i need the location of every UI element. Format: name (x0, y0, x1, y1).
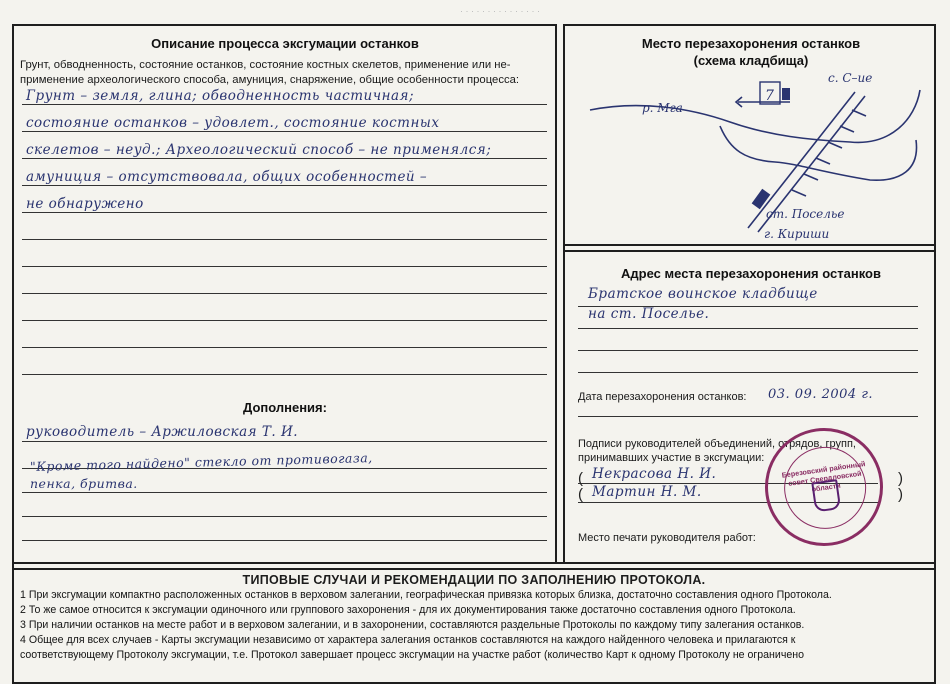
form-line (22, 104, 547, 105)
recommendation-item-4: 4 Общее для всех случаев - Карты эксгумации независимо от характера залегания останков составляются на каждого найденного человека и прилагаются к (20, 634, 796, 646)
stamp-emblem-icon (811, 479, 841, 512)
cemetery-scheme-subtitle: (схема кладбища) (693, 53, 809, 68)
form-line (22, 212, 547, 213)
additions-title: Дополнения: (243, 400, 327, 415)
form-line (578, 372, 918, 373)
form-line (22, 441, 547, 442)
stamp-text: Березовский районный совет Свердловской области (781, 459, 866, 494)
map-label-kirishi: г. Кириши (764, 227, 830, 241)
signature-bracket-close: ) (898, 470, 903, 487)
additions-line-1: руководитель – Аржиловская Т. И. (26, 424, 299, 440)
bleed-through-text: · · · · · · · · · · · · · · · (460, 6, 540, 16)
form-line (578, 328, 918, 329)
handwritten-line-1: Грунт – земля, глина; обводненность частичная; (26, 88, 415, 104)
additions-line-2: "Кроме того найдено" стекло от противогаза, (29, 450, 373, 474)
map-label-station-s: с. С–ие (828, 71, 873, 85)
form-line (22, 347, 547, 348)
reburial-date-value: 03. 09. 2004 г. (768, 387, 874, 402)
recommendations-title: ТИПОВЫЕ СЛУЧАИ И РЕКОМЕНДАЦИИ ПО ЗАПОЛНЕНИЮ ПРОТОКОЛА. (242, 573, 706, 587)
handwritten-line-4: амуниция – отсутствовала, общих особенностей – (26, 169, 428, 185)
cemetery-scheme-map (570, 70, 932, 242)
seal-place-label: Место печати руководителя работ: (578, 532, 756, 544)
handwritten-line-5: не обнаружено (26, 196, 144, 212)
reburial-address-title: Адрес места перезахоронения останков (621, 266, 881, 281)
form-line (22, 158, 547, 159)
signature-bracket-open: ( (578, 470, 583, 487)
recommendation-item-2: 2 То же самое относится к эксгумации одиночного или группового захоронения - для их документирования также достаточно составления одного Протокола. (20, 604, 796, 616)
form-line (22, 516, 547, 517)
signatures-label-line-1: Подписи руководителей объединений, отрядов, групп, (578, 438, 856, 450)
reburial-date-label: Дата перезахоронения останков: (578, 391, 747, 403)
column-divider (555, 24, 565, 564)
river-line (590, 90, 920, 142)
signature-bracket-open: ( (578, 486, 583, 503)
bottom-section-divider (12, 562, 936, 570)
handwritten-line-3: скелетов – неуд.; Археологический способ – не применялся; (26, 142, 492, 158)
address-line-2: на ст. Поселье. (588, 306, 710, 322)
map-label-station-posel: ст. Поселье (766, 207, 845, 221)
form-line (578, 416, 918, 417)
right-section-divider (565, 244, 936, 252)
address-line-1: Братское воинское кладбище (588, 286, 818, 302)
form-line (22, 320, 547, 321)
block-number: 7 (765, 88, 774, 104)
form-line (22, 492, 547, 493)
recommendation-item-3: 3 При наличии останков на месте работ и в верховом залегании, и в захоронении, составляются раздельные Протоколы по каждому типу залегания останков. (20, 619, 805, 631)
form-line (22, 374, 547, 375)
form-line (22, 293, 547, 294)
map-label-river: р. Мга (642, 101, 683, 115)
instruction-line-2: применение археологического способа, амуниция, снаряжение, общие особенности процесса: (20, 74, 520, 86)
form-line (22, 185, 547, 186)
signature-1: Некрасова Н. И. (592, 466, 717, 482)
reburial-place-title: Место перезахоронения останков (641, 36, 861, 51)
form-line (22, 239, 547, 240)
instruction-line-1: Грунт, обводненность, состояние останков, состояние костных скелетов, применение или не- (20, 59, 511, 71)
signature-bracket-close: ) (898, 486, 903, 503)
recommendation-item-1: 1 При эксгумации компактно расположенных останков в верховом залегании, географическая привязка которых близка, достаточно составления одного Протокола. (20, 589, 832, 601)
form-line (22, 540, 547, 541)
additions-line-3: пенка, бритва. (30, 476, 138, 491)
form-line (22, 266, 547, 267)
form-line (578, 350, 918, 351)
exhumation-description-title: Описание процесса эксгумации останков (151, 36, 419, 51)
recommendation-item-5: соответствующему Протоколу эксгумации, т.е. Протокол завершает процесс эксгумации на участке работ (количество Карт к одному Протоколу не ограничено (20, 649, 804, 661)
handwritten-line-2: состояние останков – удовлет., состояние костных (26, 115, 440, 131)
form-line (22, 131, 547, 132)
signatures-label-line-2: принимавших участие в эксгумации: (578, 452, 765, 464)
signature-2: Мартин Н. М. (592, 484, 702, 500)
